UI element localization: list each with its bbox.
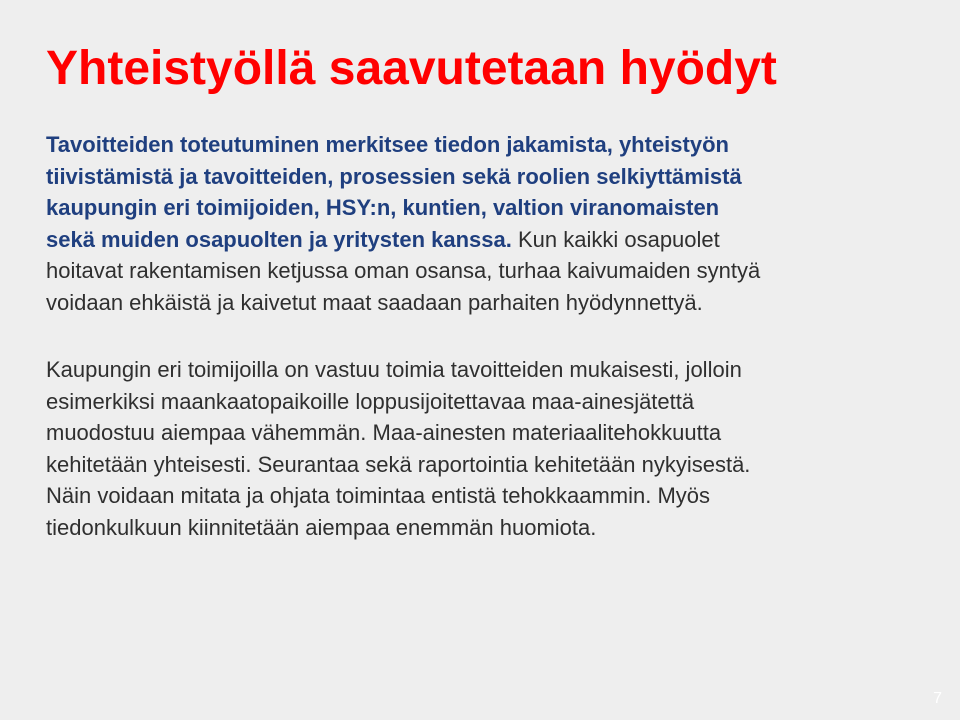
page-number: 7: [933, 690, 942, 707]
paragraph-1-line: [46, 287, 916, 319]
paragraph-2-line: Kaupungin eri toimijoilla on vastuu toimia tavoitteiden mukaisesti, jolloin: [46, 357, 742, 382]
paragraph-1-line: [46, 192, 916, 224]
paragraph-1-line: [46, 224, 916, 256]
paragraph-2-line: Näin voidaan mitata ja ohjata toimintaa entistä tehokkaammin. Myös: [46, 483, 711, 508]
bold-text: kaupungin eri toimijoiden, HSY:n, kuntien, valtion viranomaisten: [46, 195, 720, 220]
paragraph-responsibility: [46, 354, 916, 543]
slide-title: Yhteistyöllä saavutetaan hyödyt: [46, 42, 777, 95]
normal-text: voidaan ehkäistä ja kaivetut maat saadaan parhaiten hyödynnettyä.: [46, 289, 703, 315]
paragraph-1-line: [46, 161, 916, 193]
paragraph-2-line: kehitetään yhteisesti. Seurantaa sekä raportointia kehitetään nykyisestä.: [46, 451, 751, 477]
paragraph-1-line: [46, 129, 916, 161]
bold-text: Tavoitteiden toteutuminen merkitsee tiedon jakamista, yhteistyön: [46, 132, 729, 157]
paragraph-2-line: muodostuu aiempaa vähemmän. Maa-ainesten materiaalitehokkuutta: [46, 420, 722, 445]
bold-text: tiivistämistä ja tavoitteiden, prosessien sekä roolien selkiyttämistä: [46, 163, 742, 189]
paragraph-1-line: [46, 255, 916, 287]
paragraph-2-line: esimerkiksi maankaatopaikoille loppusijoitettavaa maa-ainesjätettä: [46, 388, 695, 414]
paragraph-2-line: tiedonkulkuun kiinnitetään aiempaa enemmän huomiota.: [46, 514, 597, 540]
normal-text: hoitavat rakentamisen ketjussa oman osansa, turhaa kaivumaiden syntyä: [46, 258, 761, 283]
bold-text: sekä muiden osapuolten ja yritysten kanssa.: [46, 226, 512, 252]
normal-text: Kun kaikki osapuolet: [511, 226, 720, 252]
paragraph-collaboration: [46, 129, 916, 318]
